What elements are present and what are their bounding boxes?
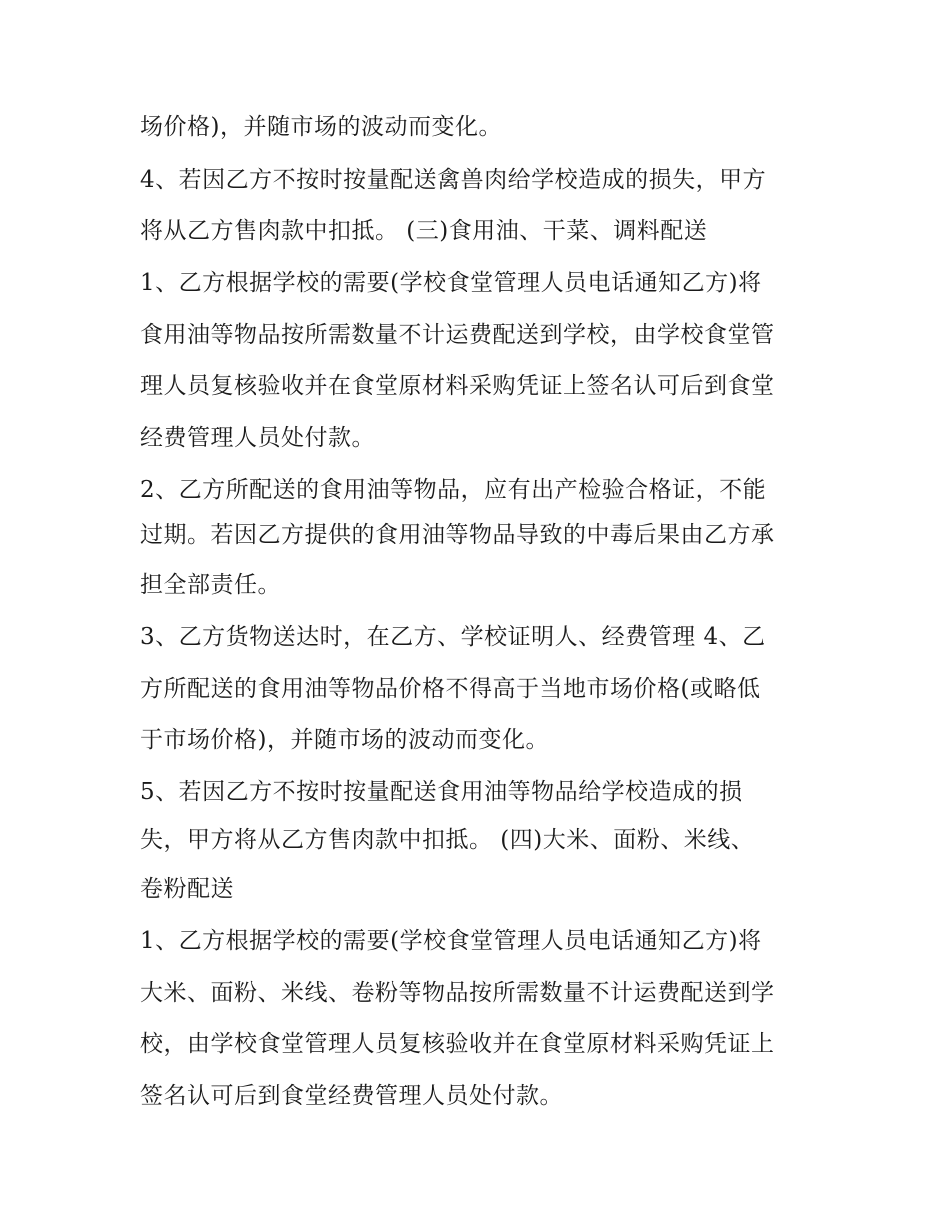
text-line: 1、乙方根据学校的需要(学校食堂管理人员电话通知乙方)将 xyxy=(140,270,762,296)
text-line: 失，甲方将从乙方售肉款中扣抵。 (四)大米、面粉、米线、 xyxy=(140,827,755,853)
text-line: 于市场价格)，并随市场的波动而变化。 xyxy=(140,727,549,753)
text-line: 理人员复核验收并在食堂原材料采购凭证上签名认可后到食堂 xyxy=(140,373,775,399)
text-line: 3、乙方货物送达时，在乙方、学校证明人、经费管理 4、乙 xyxy=(140,624,766,650)
text-line: 大米、面粉、米线、卷粉等物品按所需数量不计运费配送到学 xyxy=(140,980,775,1006)
text-line: 食用油等物品按所需数量不计运费配送到学校，由学校食堂管 xyxy=(140,322,775,348)
text-line: 场价格)，并随市场的波动而变化。 xyxy=(140,114,502,140)
text-line: 卷粉配送 xyxy=(140,876,234,902)
text-line: 2、乙方所配送的食用油等物品，应有出产检验合格证，不能 xyxy=(140,477,767,503)
text-line: 经费管理人员处付款。 xyxy=(140,425,375,451)
text-line: 校，由学校食堂管理人员复核验收并在食堂原材料采购凭证上 xyxy=(140,1031,775,1057)
text-line: 过期。若因乙方提供的食用油等物品导致的中毒后果由乙方承 xyxy=(140,522,775,548)
text-line: 将从乙方售肉款中扣抵。 (三)食用油、干菜、调料配送 xyxy=(140,218,708,244)
text-line: 4、若因乙方不按时按量配送禽兽肉给学校造成的损失，甲方 xyxy=(140,167,767,193)
text-line: 5、若因乙方不按时按量配送食用油等物品给学校造成的损 xyxy=(140,779,743,805)
text-line: 1、乙方根据学校的需要(学校食堂管理人员电话通知乙方)将 xyxy=(140,928,762,954)
text-line: 担全部责任。 xyxy=(140,572,281,598)
text-line: 签名认可后到食堂经费管理人员处付款。 xyxy=(140,1083,563,1109)
text-line: 方所配送的食用油等物品价格不得高于当地市场价格(或略低 xyxy=(140,676,761,702)
